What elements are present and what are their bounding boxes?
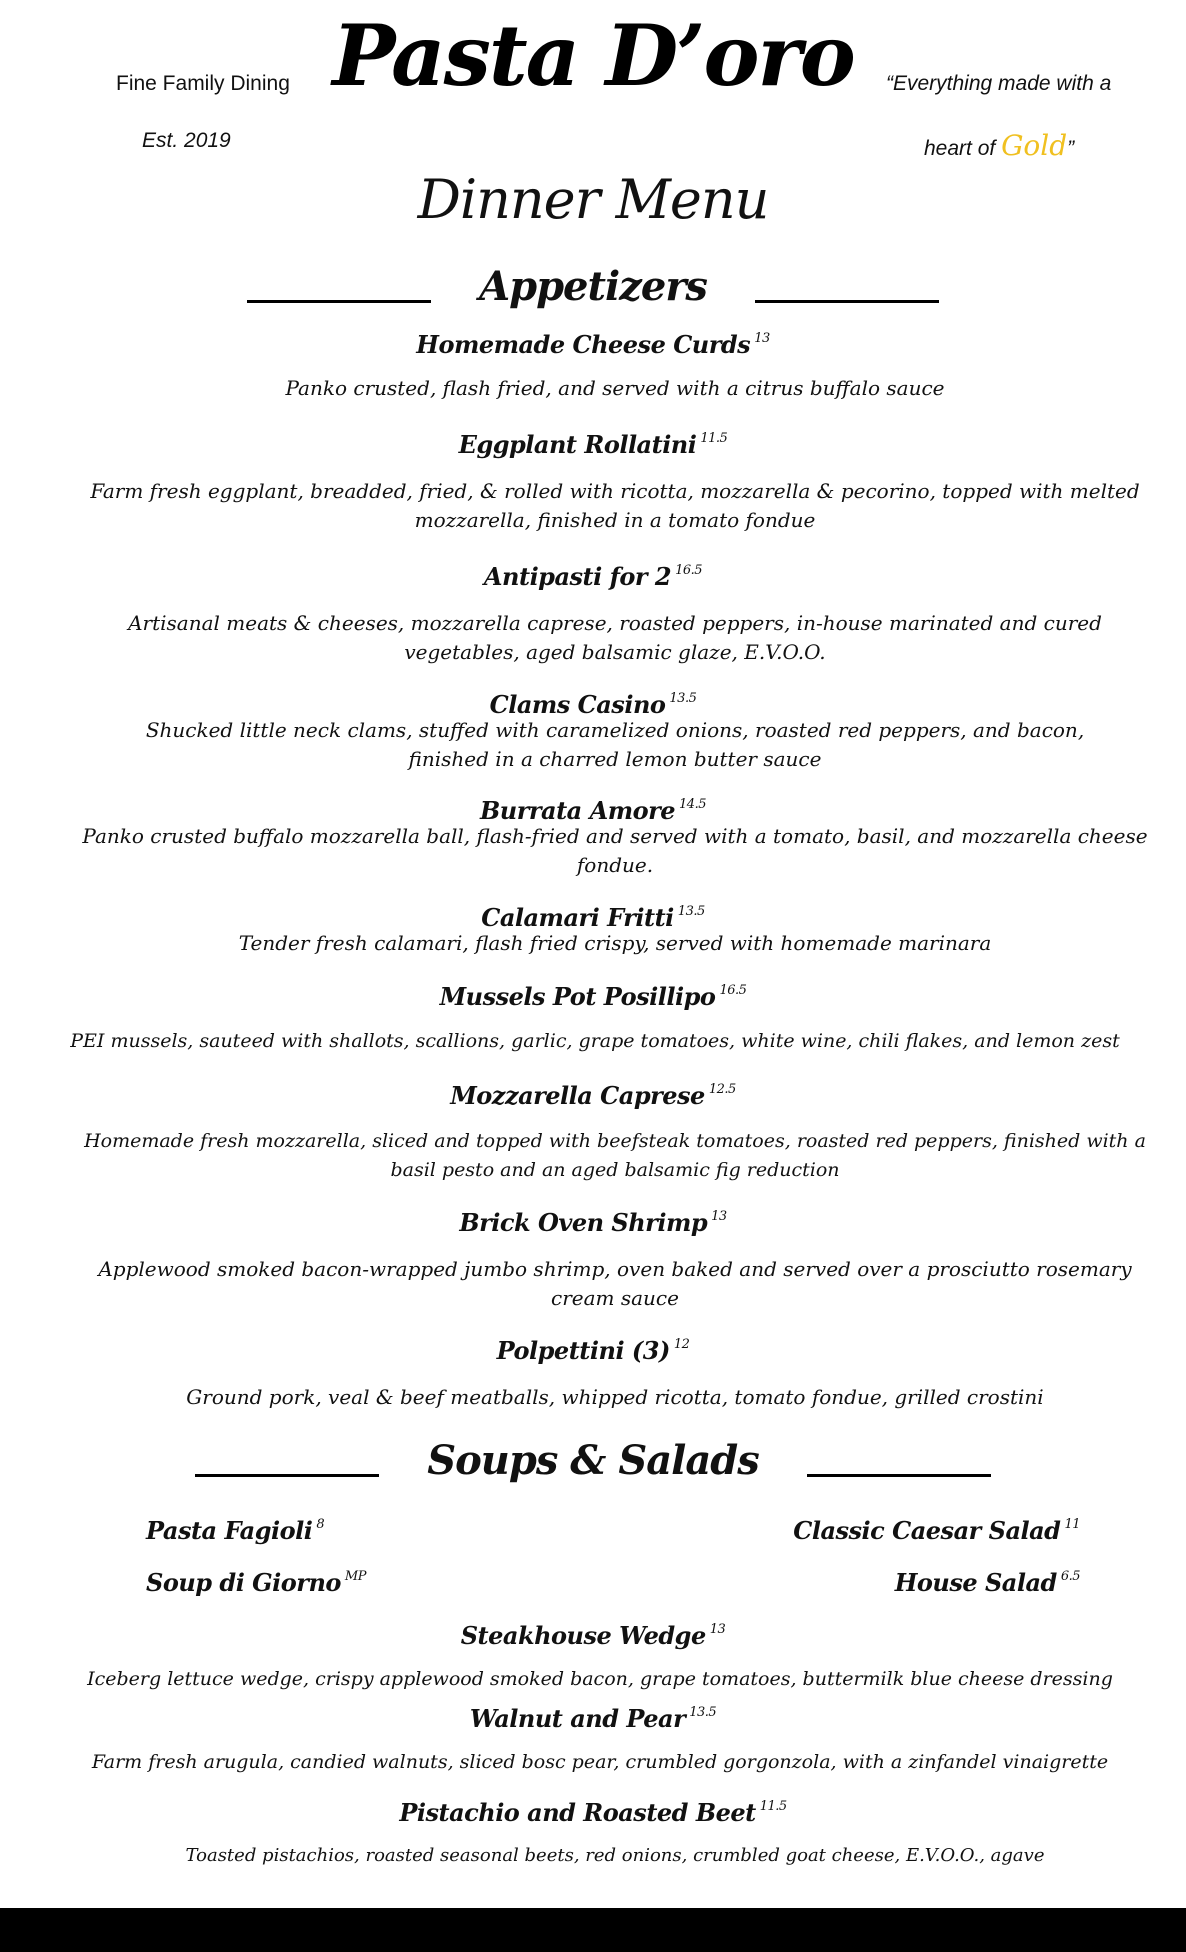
restaurant-logo-title: Pasta D’oro: [332, 6, 854, 105]
side-menu-item: Pasta Fagioli $^8$: [146, 1516, 325, 1545]
item-price: 8: [316, 1517, 325, 1532]
divider-right: [807, 1474, 991, 1477]
menu-item-description: Panko crusted, flash fried, and served with a citrus buffalo sauce: [285, 376, 945, 400]
item-price: 11: [1064, 1517, 1080, 1532]
menu-item-description: Farm fresh eggplant, breadded, fried, & rolled with ricotta, mozzarella & pecorino, topped with melted mozzarella, finished in a tomato fondue: [90, 479, 1140, 532]
menu-item-description: Artisanal meats & cheeses, mozzarella caprese, roasted peppers, in-house marinated and cured vegetables, aged balsamic glaze, E.V.O.O.: [128, 611, 1102, 664]
item-price: 13.5: [669, 691, 697, 706]
tagline-left: Fine Family Dining: [116, 72, 290, 95]
section-title-appetizers: Appetizers: [479, 262, 707, 310]
menu-item-name: Burrata Amore $^{14.5}$: [480, 796, 706, 825]
menu-item-description: Tender fresh calamari, flash fried crispy, served with homemade marinara: [238, 931, 992, 955]
item-price: 13: [709, 1622, 726, 1637]
menu-item-description: Applewood smoked bacon-wrapped jumbo shrimp, oven baked and served over a prosciutto rosemary cream sauce: [98, 1257, 1132, 1310]
menu-item-name: Mussels Pot Posillipo $^{16.5}$: [439, 982, 747, 1011]
menu-item-description: Toasted pistachios, roasted seasonal beets, red onions, crumbled goat cheese, E.V.O.O., agave: [185, 1845, 1045, 1866]
menu-item-description: Iceberg lettuce wedge, crispy applewood smoked bacon, grape tomatoes, buttermilk blue cheese dressing: [87, 1668, 1113, 1690]
menu-item-description: Ground pork, veal & beef meatballs, whipped ricotta, tomato fondue, grilled crostini: [186, 1385, 1044, 1409]
tagline-right-close-quote: ”: [1067, 137, 1075, 160]
gold-word: Gold: [1001, 129, 1068, 162]
item-price: 13.5: [689, 1705, 717, 1720]
item-price: 6.5: [1060, 1569, 1080, 1584]
item-price: 11.5: [700, 431, 728, 446]
item-price: 16.5: [719, 983, 747, 998]
menu-item-description: Shucked little neck clams, stuffed with caramelized onions, roasted red peppers, and bacon, finished in a charred lemon butter sauce: [145, 718, 1085, 771]
menu-item-name: Clams Casino $^{13.5}$: [489, 690, 697, 719]
tagline-right-line1: “Everything made with a: [886, 72, 1112, 95]
item-price: MP: [344, 1569, 366, 1584]
menu-item-name: Polpettini (3) $^{12}$: [496, 1336, 690, 1365]
footer-bar: [0, 1908, 1186, 1952]
menu-item-description: Panko crusted buffalo mozzarella ball, flash-fried and served with a tomato, basil, and mozzarella cheese fondue.: [82, 824, 1148, 877]
divider-left: [247, 300, 431, 303]
item-price: 13: [711, 1209, 727, 1224]
menu-title: Dinner Menu: [417, 168, 769, 231]
menu-item-name: Calamari Fritti $^{13.5}$: [481, 903, 705, 932]
menu-item-description: Homemade fresh mozzarella, sliced and topped with beefsteak tomatoes, roasted red peppers, finished with a basil pesto and an aged balsamic fig reduction: [84, 1130, 1146, 1181]
menu-item-name: Brick Oven Shrimp $^{13}$: [459, 1208, 727, 1237]
menu-item-name: Eggplant Rollatini $^{11.5}$: [458, 430, 728, 459]
side-menu-item: House Salad $^{6.5}$: [894, 1568, 1080, 1597]
side-menu-item: Soup di Giorno $^{MP}$: [146, 1568, 366, 1597]
item-price: 11.5: [759, 1799, 787, 1814]
item-price: 14.5: [679, 797, 706, 812]
side-menu-item: Classic Caesar Salad $^{11}$: [793, 1516, 1080, 1545]
item-price: 12.5: [708, 1082, 736, 1097]
menu-item-name: Homemade Cheese Curds $^{13}$: [416, 330, 770, 359]
divider-left: [195, 1474, 379, 1477]
menu-item-name: Steakhouse Wedge $^{13}$: [460, 1621, 726, 1650]
section-title-soups-salads: Soups & Salads: [427, 1436, 759, 1484]
appetizers-header: [0, 256, 1186, 316]
menu-item-name: Mozzarella Caprese $^{12.5}$: [450, 1081, 736, 1110]
item-price: 13: [754, 331, 770, 346]
divider-right: [755, 300, 939, 303]
item-price: 16.5: [675, 563, 703, 578]
menu-item-name: Pistachio and Roasted Beet $^{11.5}$: [399, 1798, 787, 1827]
menu-item-description: Farm fresh arugula, candied walnuts, sliced bosc pear, crumbled gorgonzola, with a zinfandel vinaigrette: [91, 1751, 1109, 1773]
menu-item-description: PEI mussels, sauteed with shallots, scallions, garlic, grape tomatoes, white wine, chili flakes, and lemon zest: [70, 1030, 1120, 1052]
tagline-right-text: heart of: [924, 137, 1002, 160]
soups-salads-header: [0, 1430, 1186, 1490]
established-year: Est. 2019: [142, 129, 231, 152]
menu-item-name: Antipasti for 2 $^{16.5}$: [483, 562, 703, 591]
item-price: 12: [673, 1337, 690, 1352]
item-price: 13.5: [677, 904, 705, 919]
tagline-right-line2: [924, 129, 1074, 162]
menu-item-name: Walnut and Pear $^{13.5}$: [469, 1704, 717, 1733]
